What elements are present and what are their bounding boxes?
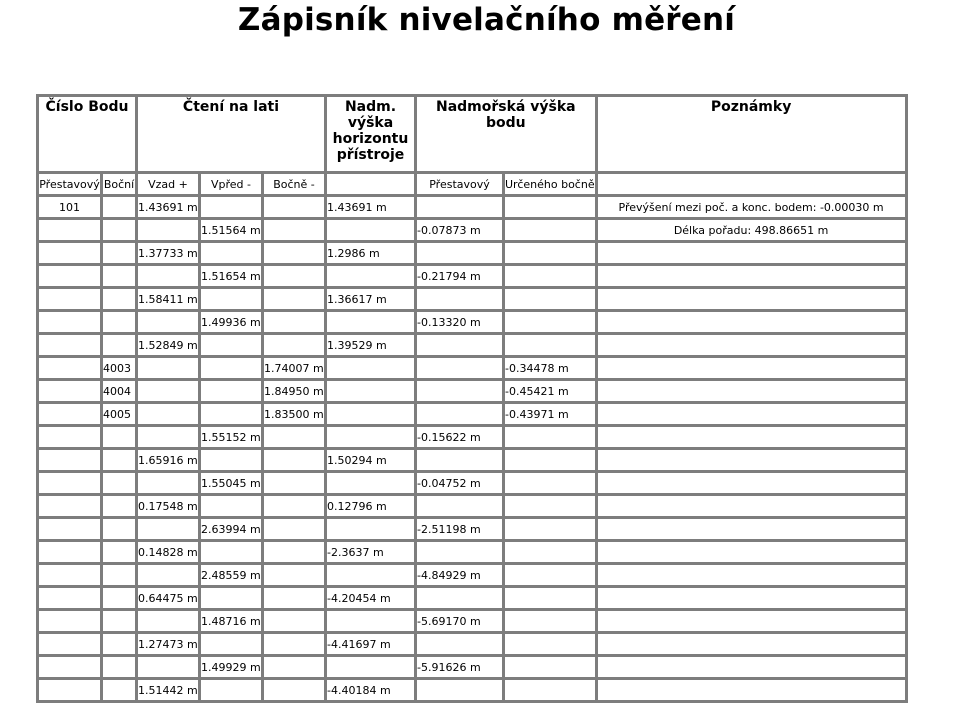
elevation-prestavovy-cell: -0.07873 m bbox=[417, 220, 502, 240]
reading-vpred-cell: 1.55152 m bbox=[201, 427, 261, 447]
point-prestavovy-cell bbox=[39, 611, 100, 631]
table-row bbox=[39, 519, 905, 539]
point-bocni-cell bbox=[103, 450, 135, 470]
elevation-prestavovy-cell bbox=[417, 404, 502, 424]
reading-vpred-cell: 1.51564 m bbox=[201, 220, 261, 240]
elevation-bocne-cell bbox=[505, 312, 595, 332]
elevation-prestavovy-cell: -2.51198 m bbox=[417, 519, 502, 539]
leveling-table bbox=[36, 94, 908, 703]
remark-cell bbox=[598, 680, 905, 700]
reading-bocne-cell bbox=[264, 588, 324, 608]
header-row bbox=[39, 97, 905, 171]
elevation-bocne-cell bbox=[505, 266, 595, 286]
reading-vzad-cell bbox=[138, 404, 198, 424]
elevation-bocne-cell bbox=[505, 519, 595, 539]
reading-bocne-cell: 1.84950 m bbox=[264, 381, 324, 401]
table-row bbox=[39, 381, 905, 401]
point-prestavovy-cell bbox=[39, 358, 100, 378]
table-row bbox=[39, 496, 905, 516]
elevation-bocne-cell bbox=[505, 335, 595, 355]
elevation-bocne-cell bbox=[505, 611, 595, 631]
reading-vzad-cell: 0.17548 m bbox=[138, 496, 198, 516]
reading-bocne-cell bbox=[264, 450, 324, 470]
reading-vpred-cell: 1.49929 m bbox=[201, 657, 261, 677]
subheader-horizont bbox=[327, 174, 414, 194]
point-prestavovy-cell bbox=[39, 266, 100, 286]
elevation-prestavovy-cell bbox=[417, 450, 502, 470]
reading-bocne-cell bbox=[264, 542, 324, 562]
remark-cell bbox=[598, 427, 905, 447]
point-prestavovy-cell bbox=[39, 657, 100, 677]
page-title: Zápisník nivelačního měření bbox=[237, 2, 736, 38]
horizon-height-cell: 1.36617 m bbox=[327, 289, 414, 309]
elevation-prestavovy-cell bbox=[417, 197, 502, 217]
horizon-height-cell bbox=[327, 220, 414, 240]
reading-bocne-cell bbox=[264, 680, 324, 700]
subheader-row bbox=[39, 174, 905, 194]
header-cislo-bodu: Číslo Bodu bbox=[39, 97, 135, 171]
horizon-height-cell: -4.20454 m bbox=[327, 588, 414, 608]
reading-vpred-cell bbox=[201, 335, 261, 355]
subheader-poznamky bbox=[598, 174, 905, 194]
reading-vzad-cell: 1.43691 m bbox=[138, 197, 198, 217]
elevation-bocne-cell bbox=[505, 427, 595, 447]
horizon-height-cell: 1.50294 m bbox=[327, 450, 414, 470]
point-bocni-cell bbox=[103, 473, 135, 493]
table-row bbox=[39, 680, 905, 700]
subheader-bocni: Boční bbox=[103, 174, 135, 194]
reading-vpred-cell: 1.51654 m bbox=[201, 266, 261, 286]
table-row bbox=[39, 197, 905, 217]
reading-vpred-cell: 1.49936 m bbox=[201, 312, 261, 332]
table-row bbox=[39, 427, 905, 447]
elevation-bocne-cell bbox=[505, 289, 595, 309]
point-prestavovy-cell bbox=[39, 542, 100, 562]
reading-vzad-cell bbox=[138, 519, 198, 539]
point-bocni-cell bbox=[103, 427, 135, 447]
elevation-prestavovy-cell: -0.21794 m bbox=[417, 266, 502, 286]
elevation-bocne-cell: -0.43971 m bbox=[505, 404, 595, 424]
elevation-bocne-cell bbox=[505, 197, 595, 217]
table-row bbox=[39, 289, 905, 309]
table-row bbox=[39, 404, 905, 424]
reading-bocne-cell bbox=[264, 289, 324, 309]
header-nadm-vyska-horizontu: Nadm. výška horizontu přístroje bbox=[327, 97, 414, 171]
elevation-prestavovy-cell: -5.91626 m bbox=[417, 657, 502, 677]
subheader-urceneho-bocne: Určeného bočně bbox=[505, 174, 595, 194]
horizon-height-cell: 0.12796 m bbox=[327, 496, 414, 516]
elevation-bocne-cell bbox=[505, 657, 595, 677]
elevation-bocne-cell bbox=[505, 496, 595, 516]
reading-vzad-cell: 1.27473 m bbox=[138, 634, 198, 654]
reading-bocne-cell: 1.74007 m bbox=[264, 358, 324, 378]
reading-vpred-cell: 2.63994 m bbox=[201, 519, 261, 539]
point-prestavovy-cell bbox=[39, 565, 100, 585]
horizon-height-cell bbox=[327, 381, 414, 401]
horizon-height-cell bbox=[327, 611, 414, 631]
reading-bocne-cell bbox=[264, 634, 324, 654]
reading-vpred-cell: 2.48559 m bbox=[201, 565, 261, 585]
point-bocni-cell bbox=[103, 565, 135, 585]
elevation-bocne-cell: -0.34478 m bbox=[505, 358, 595, 378]
elevation-prestavovy-cell bbox=[417, 335, 502, 355]
point-prestavovy-cell bbox=[39, 381, 100, 401]
elevation-prestavovy-cell bbox=[417, 243, 502, 263]
elevation-bocne-cell bbox=[505, 588, 595, 608]
table-row bbox=[39, 565, 905, 585]
point-bocni-cell bbox=[103, 634, 135, 654]
reading-vzad-cell bbox=[138, 565, 198, 585]
reading-bocne-cell bbox=[264, 243, 324, 263]
reading-vpred-cell bbox=[201, 588, 261, 608]
reading-bocne-cell bbox=[264, 220, 324, 240]
horizon-height-cell: 1.2986 m bbox=[327, 243, 414, 263]
point-prestavovy-cell bbox=[39, 680, 100, 700]
reading-vzad-cell bbox=[138, 473, 198, 493]
point-prestavovy-cell bbox=[39, 243, 100, 263]
point-bocni-cell: 4004 bbox=[103, 381, 135, 401]
reading-vpred-cell bbox=[201, 197, 261, 217]
table-row bbox=[39, 657, 905, 677]
table-row bbox=[39, 312, 905, 332]
reading-vpred-cell bbox=[201, 634, 261, 654]
reading-bocne-cell bbox=[264, 496, 324, 516]
elevation-prestavovy-cell: -0.04752 m bbox=[417, 473, 502, 493]
point-prestavovy-cell bbox=[39, 220, 100, 240]
point-bocni-cell bbox=[103, 289, 135, 309]
table-row bbox=[39, 611, 905, 631]
reading-bocne-cell bbox=[264, 427, 324, 447]
remark-cell bbox=[598, 358, 905, 378]
table-row bbox=[39, 450, 905, 470]
reading-vzad-cell bbox=[138, 220, 198, 240]
elevation-bocne-cell bbox=[505, 634, 595, 654]
point-bocni-cell bbox=[103, 496, 135, 516]
point-bocni-cell bbox=[103, 542, 135, 562]
remark-cell bbox=[598, 473, 905, 493]
point-bocni-cell bbox=[103, 680, 135, 700]
reading-vpred-cell bbox=[201, 496, 261, 516]
reading-bocne-cell bbox=[264, 473, 324, 493]
table-row bbox=[39, 473, 905, 493]
reading-vpred-cell bbox=[201, 289, 261, 309]
elevation-prestavovy-cell bbox=[417, 289, 502, 309]
reading-vpred-cell bbox=[201, 381, 261, 401]
table-row bbox=[39, 243, 905, 263]
table-row bbox=[39, 220, 905, 240]
horizon-height-cell bbox=[327, 358, 414, 378]
remark-cell bbox=[598, 266, 905, 286]
remark-cell bbox=[598, 611, 905, 631]
point-prestavovy-cell bbox=[39, 335, 100, 355]
elevation-prestavovy-cell bbox=[417, 634, 502, 654]
reading-bocne-cell bbox=[264, 266, 324, 286]
point-prestavovy-cell bbox=[39, 519, 100, 539]
elevation-bocne-cell bbox=[505, 542, 595, 562]
reading-vpred-cell bbox=[201, 243, 261, 263]
remark-cell bbox=[598, 496, 905, 516]
horizon-height-cell bbox=[327, 565, 414, 585]
reading-vzad-cell bbox=[138, 381, 198, 401]
point-bocni-cell bbox=[103, 220, 135, 240]
point-bocni-cell bbox=[103, 335, 135, 355]
remark-cell bbox=[598, 450, 905, 470]
reading-vpred-cell bbox=[201, 680, 261, 700]
reading-vpred-cell bbox=[201, 542, 261, 562]
elevation-prestavovy-cell bbox=[417, 542, 502, 562]
horizon-height-cell bbox=[327, 404, 414, 424]
remark-cell bbox=[598, 565, 905, 585]
reading-vzad-cell bbox=[138, 312, 198, 332]
horizon-height-cell bbox=[327, 519, 414, 539]
table-row bbox=[39, 266, 905, 286]
elevation-prestavovy-cell bbox=[417, 680, 502, 700]
horizon-height-cell bbox=[327, 312, 414, 332]
remark-cell bbox=[598, 289, 905, 309]
subheader-vzad: Vzad + bbox=[138, 174, 198, 194]
horizon-height-cell: 1.39529 m bbox=[327, 335, 414, 355]
table-row bbox=[39, 542, 905, 562]
remark-cell bbox=[598, 312, 905, 332]
point-prestavovy-cell bbox=[39, 496, 100, 516]
horizon-height-cell: -4.40184 m bbox=[327, 680, 414, 700]
reading-bocne-cell bbox=[264, 565, 324, 585]
point-prestavovy-cell bbox=[39, 404, 100, 424]
reading-bocne-cell bbox=[264, 657, 324, 677]
reading-vpred-cell bbox=[201, 404, 261, 424]
elevation-bocne-cell bbox=[505, 680, 595, 700]
elevation-bocne-cell bbox=[505, 565, 595, 585]
remark-cell bbox=[598, 519, 905, 539]
point-prestavovy-cell: 101 bbox=[39, 197, 100, 217]
reading-bocne-cell bbox=[264, 335, 324, 355]
point-bocni-cell bbox=[103, 611, 135, 631]
elevation-prestavovy-cell: -5.69170 m bbox=[417, 611, 502, 631]
point-bocni-cell bbox=[103, 657, 135, 677]
header-cteni-na-lati: Čtení na lati bbox=[138, 97, 324, 171]
elevation-bocne-cell bbox=[505, 220, 595, 240]
remark-cell bbox=[598, 243, 905, 263]
point-prestavovy-cell bbox=[39, 289, 100, 309]
elevation-prestavovy-cell: -0.13320 m bbox=[417, 312, 502, 332]
elevation-prestavovy-cell bbox=[417, 588, 502, 608]
point-bocni-cell bbox=[103, 519, 135, 539]
table-row bbox=[39, 634, 905, 654]
reading-vzad-cell bbox=[138, 657, 198, 677]
point-prestavovy-cell bbox=[39, 450, 100, 470]
reading-vzad-cell bbox=[138, 611, 198, 631]
reading-vzad-cell bbox=[138, 266, 198, 286]
reading-bocne-cell bbox=[264, 312, 324, 332]
remark-cell bbox=[598, 404, 905, 424]
reading-vzad-cell: 0.14828 m bbox=[138, 542, 198, 562]
point-bocni-cell: 4005 bbox=[103, 404, 135, 424]
elevation-bocne-cell bbox=[505, 473, 595, 493]
table-row bbox=[39, 358, 905, 378]
header-nadmorska-vyska-bodu: Nadmořská výška bodu bbox=[417, 97, 595, 171]
table-row bbox=[39, 335, 905, 355]
point-bocni-cell bbox=[103, 312, 135, 332]
reading-vpred-cell bbox=[201, 358, 261, 378]
point-prestavovy-cell bbox=[39, 312, 100, 332]
reading-vzad-cell bbox=[138, 358, 198, 378]
reading-vzad-cell: 0.64475 m bbox=[138, 588, 198, 608]
reading-vpred-cell: 1.48716 m bbox=[201, 611, 261, 631]
subheader-vpred: Vpřed - bbox=[201, 174, 261, 194]
elevation-prestavovy-cell bbox=[417, 358, 502, 378]
point-prestavovy-cell bbox=[39, 634, 100, 654]
elevation-prestavovy-cell: -4.84929 m bbox=[417, 565, 502, 585]
reading-vzad-cell: 1.51442 m bbox=[138, 680, 198, 700]
horizon-height-cell: -2.3637 m bbox=[327, 542, 414, 562]
elevation-prestavovy-cell bbox=[417, 496, 502, 516]
remark-cell bbox=[598, 634, 905, 654]
subheader-prestavovy: Přestavový bbox=[39, 174, 100, 194]
reading-vzad-cell bbox=[138, 427, 198, 447]
reading-vpred-cell bbox=[201, 450, 261, 470]
table-row bbox=[39, 588, 905, 608]
header-poznamky: Poznámky bbox=[598, 97, 905, 171]
horizon-height-cell bbox=[327, 266, 414, 286]
remark-cell bbox=[598, 335, 905, 355]
reading-vzad-cell: 1.58411 m bbox=[138, 289, 198, 309]
reading-vpred-cell: 1.55045 m bbox=[201, 473, 261, 493]
horizon-height-cell bbox=[327, 473, 414, 493]
subheader-bocne: Bočně - bbox=[264, 174, 324, 194]
point-bocni-cell: 4003 bbox=[103, 358, 135, 378]
remark-cell bbox=[598, 542, 905, 562]
horizon-height-cell bbox=[327, 427, 414, 447]
elevation-bocne-cell: -0.45421 m bbox=[505, 381, 595, 401]
elevation-prestavovy-cell bbox=[417, 381, 502, 401]
elevation-bocne-cell bbox=[505, 450, 595, 470]
remark-cell: Délka pořadu: 498.86651 m bbox=[598, 220, 905, 240]
reading-vzad-cell: 1.37733 m bbox=[138, 243, 198, 263]
horizon-height-cell: 1.43691 m bbox=[327, 197, 414, 217]
point-bocni-cell bbox=[103, 266, 135, 286]
reading-bocne-cell bbox=[264, 611, 324, 631]
horizon-height-cell bbox=[327, 657, 414, 677]
point-prestavovy-cell bbox=[39, 588, 100, 608]
point-prestavovy-cell bbox=[39, 427, 100, 447]
remark-cell bbox=[598, 657, 905, 677]
reading-vzad-cell: 1.65916 m bbox=[138, 450, 198, 470]
reading-bocne-cell bbox=[264, 197, 324, 217]
elevation-bocne-cell bbox=[505, 243, 595, 263]
reading-bocne-cell bbox=[264, 519, 324, 539]
remark-cell bbox=[598, 588, 905, 608]
remark-cell: Převýšení mezi poč. a konc. bodem: -0.00030 m bbox=[598, 197, 905, 217]
elevation-prestavovy-cell: -0.15622 m bbox=[417, 427, 502, 447]
point-bocni-cell bbox=[103, 243, 135, 263]
point-prestavovy-cell bbox=[39, 473, 100, 493]
point-bocni-cell bbox=[103, 197, 135, 217]
subheader-nadm-prestavovy: Přestavový bbox=[417, 174, 502, 194]
remark-cell bbox=[598, 381, 905, 401]
point-bocni-cell bbox=[103, 588, 135, 608]
horizon-height-cell: -4.41697 m bbox=[327, 634, 414, 654]
reading-vzad-cell: 1.52849 m bbox=[138, 335, 198, 355]
reading-bocne-cell: 1.83500 m bbox=[264, 404, 324, 424]
